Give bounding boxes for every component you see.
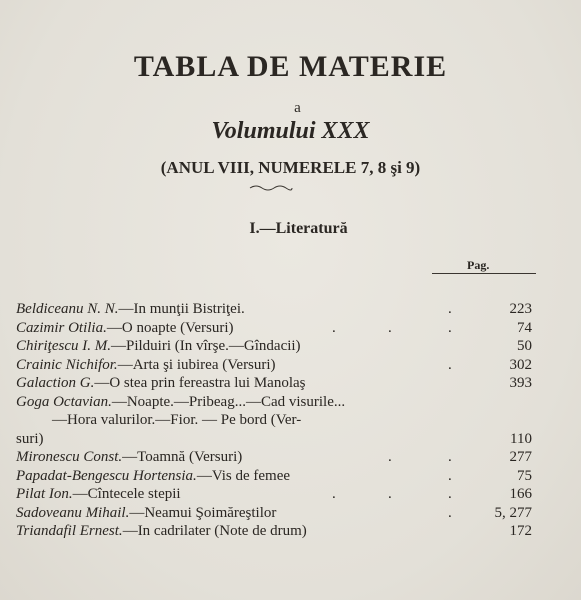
entry-title: —O stea prin fereastra lui Manolaş bbox=[94, 375, 306, 391]
leader-dot: . bbox=[448, 356, 452, 373]
list-item-continuation bbox=[16, 430, 546, 449]
entry-author: Cazimir Otilia. bbox=[16, 319, 107, 336]
entry-title-continued: suri) bbox=[16, 430, 44, 447]
entry-page: 74 bbox=[517, 319, 532, 336]
list-item bbox=[16, 467, 546, 486]
entry-page: 50 bbox=[517, 338, 532, 354]
leader-dot: . bbox=[448, 504, 452, 521]
entry-author: Galaction G. bbox=[16, 375, 95, 391]
entry-title: —In munţii Bistriţei. bbox=[118, 301, 245, 317]
entry-title: —O noapte (Versuri) bbox=[106, 319, 234, 336]
section-heading: I.—Literatură bbox=[249, 220, 348, 237]
ornament-divider bbox=[248, 183, 294, 193]
entry-author: Sadoveanu Mihail. bbox=[16, 504, 130, 521]
list-item bbox=[16, 374, 546, 393]
contents-list bbox=[16, 300, 546, 541]
leader-dot: . bbox=[388, 319, 392, 336]
entry-title: —Cîntecele stepii bbox=[72, 486, 181, 502]
entry-author: Chiriţescu I. M. bbox=[16, 338, 111, 354]
entry-page: 277 bbox=[509, 449, 532, 465]
leader-dot: . bbox=[332, 486, 336, 502]
leader-dot: . bbox=[448, 467, 452, 484]
entry-author: Goga Octavian. bbox=[16, 393, 112, 410]
entry-page: 166 bbox=[509, 486, 532, 502]
leader-dot: . bbox=[448, 319, 452, 336]
entry-title: —Neamui Şoimăreştilor bbox=[129, 504, 277, 521]
entry-author: Mironescu Const. bbox=[16, 449, 123, 465]
entry-page: 5, 277 bbox=[494, 504, 532, 521]
entry-author: Crainic Nichifor. bbox=[16, 356, 118, 373]
entry-page: 393 bbox=[509, 375, 532, 391]
leader-dot: . bbox=[388, 486, 392, 502]
list-item bbox=[16, 485, 546, 504]
list-item bbox=[16, 337, 546, 356]
issue-subtitle: (ANUL VIII, NUMERELE 7, 8 şi 9) bbox=[160, 158, 421, 177]
entry-page: 223 bbox=[509, 301, 532, 317]
list-item bbox=[16, 522, 546, 541]
entry-page: 172 bbox=[509, 523, 532, 539]
page-column-header: Pag. bbox=[467, 258, 490, 272]
entry-author: Beldiceanu N. N. bbox=[16, 301, 119, 317]
entry-author: Papadat-Bengescu Hortensia. bbox=[16, 467, 197, 484]
page-column-rule bbox=[432, 273, 536, 274]
entry-author: Triandafil Ernest. bbox=[16, 523, 123, 539]
entry-title: —Pilduiri (In vîrşe.—Gîndacii) bbox=[111, 338, 301, 354]
entry-title: —Toamnă (Versuri) bbox=[122, 449, 243, 465]
entry-title: —Noapte.—Pribeag...—Cad visurile... bbox=[111, 393, 346, 410]
leader-dot: . bbox=[388, 449, 392, 465]
entry-title: —In cadrilater (Note de drum) bbox=[122, 523, 307, 539]
leader-dot: . bbox=[448, 301, 452, 317]
list-item bbox=[16, 319, 546, 338]
page-title: TABLA DE MATERIE bbox=[133, 50, 448, 83]
list-item bbox=[16, 448, 546, 467]
leader-dot: . bbox=[448, 449, 452, 465]
leader-dot: . bbox=[448, 486, 452, 502]
entry-title-continued: —Hora valurilor.—Fior. — Pe bord (Ver- bbox=[52, 412, 302, 428]
list-item bbox=[16, 393, 546, 412]
entry-page: 110 bbox=[510, 430, 532, 447]
entry-author: Pilat Ion. bbox=[16, 486, 73, 502]
list-item bbox=[16, 300, 546, 319]
list-item-continuation bbox=[16, 411, 546, 430]
volume-title: Volumului XXX bbox=[211, 118, 370, 144]
leader-dot: . bbox=[332, 319, 336, 336]
entry-page: 302 bbox=[509, 356, 532, 373]
title-connector: a bbox=[294, 100, 301, 116]
list-item bbox=[16, 504, 546, 523]
entry-title: —Arta şi iubirea (Versuri) bbox=[117, 356, 276, 373]
list-item bbox=[16, 356, 546, 375]
entry-title: —Vis de femee bbox=[196, 467, 291, 484]
entry-page: 75 bbox=[517, 467, 532, 484]
